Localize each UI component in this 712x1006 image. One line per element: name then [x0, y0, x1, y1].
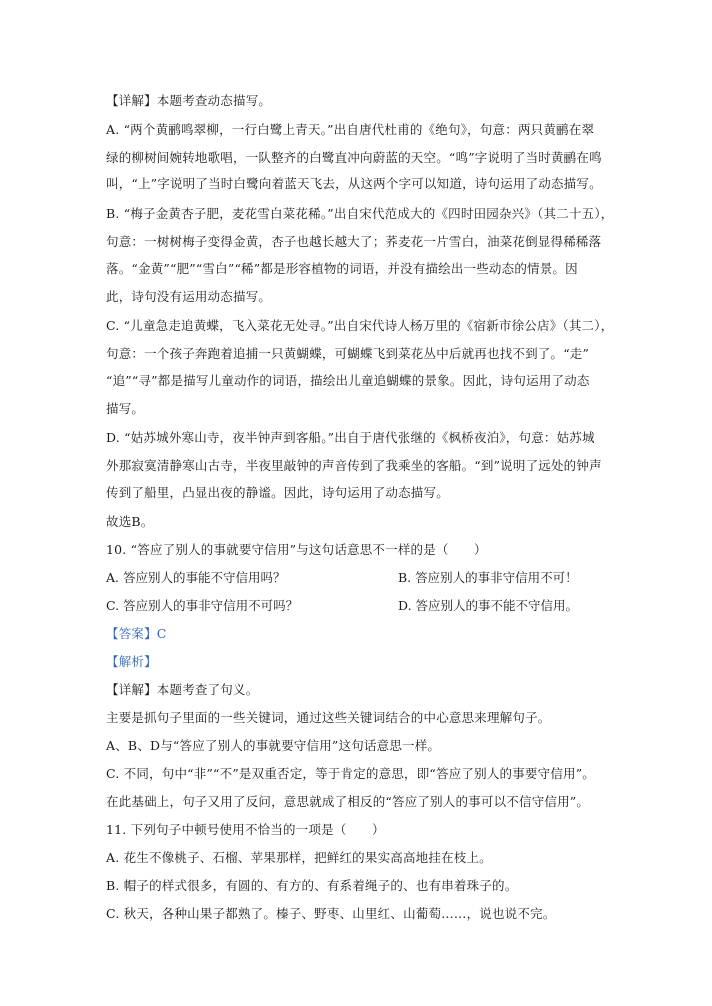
question-11-option-b: B. 帽子的样式很多，有圆的、有方的、有系着绳子的、也有串着珠子的。	[106, 878, 518, 893]
explanation-line: 句意：一树树梅子变得金黄，杏子也越长越大了；荞麦花一片雪白，油菜花倒显得稀稀落	[106, 234, 602, 249]
answer-label: 【答案】C	[106, 626, 167, 641]
explanation-line: 描写。	[106, 401, 145, 416]
explanation-line: C. “儿童急走追黄蝶，飞入菜花无处寻。”出自宋代诗人杨万里的《宿新市徐公店》（其二），	[106, 318, 614, 333]
explanation-line: 此，诗句没有运用动态描写。	[106, 289, 272, 304]
explanation-heading: 【详解】本题考查动态描写。	[106, 93, 272, 108]
explanation-line: 外那寂寞清静寒山古寺，半夜里敲钟的声音传到了我乘坐的客船。“到”说明了远处的钟声	[106, 458, 602, 473]
explanation-line: A. “两个黄鹂鸣翠柳，一行白鹭上青天。”出自唐代杜甫的《绝句》，句意：两只黄鹂在翠	[106, 122, 595, 137]
detail-line: 在此基础上，句子又用了反问，意思就成了相反的“答应了别人的事可以不信守信用”。	[106, 794, 590, 809]
question-10-option-c: C. 答应别人的事非守信用不可吗？	[106, 598, 299, 613]
question-10-option-a: A. 答应别人的事能不守信用吗？	[106, 570, 286, 585]
explanation-line: 故选B。	[106, 514, 154, 529]
explanation-line: “追”“寻”都是描写儿童动作的词语，描绘出儿童追蝴蝶的景象。因此，诗句运用了动态	[106, 373, 590, 388]
question-11-option-a: A. 花生不像桃子、石榴、苹果那样，把鲜红的果实高高地挂在枝上。	[106, 850, 492, 865]
question-11-option-c: C. 秋天，各种山果子都熟了。榛子、野枣、山里红、山葡萄……，说也说不完。	[106, 906, 556, 921]
detail-line: C. 不同，句中“非”“不”是双重否定，等于肯定的意思，即“答应了别人的事要守信用”。	[106, 766, 596, 781]
detail-line: 主要是抓句子里面的一些关键词，通过这些关键词结合的中心意思来理解句子。	[106, 710, 551, 725]
explanation-line: D. “姑苏城外寒山寺，夜半钟声到客船。”出自于唐代张继的《枫桥夜泊》，句意：姑苏城	[106, 430, 595, 445]
analysis-label: 【解析】	[106, 654, 157, 669]
detail-line: 【详解】本题考查了句义。	[106, 682, 259, 697]
explanation-line: 绿的柳树间婉转地歌唱，一队整齐的白鹭直冲向蔚蓝的天空。“鸣”字说明了当时黄鹂在鸣	[106, 150, 602, 165]
question-10-stem: 10. “答应了别人的事就要守信用”与这句话意思不一样的是（ ）	[106, 542, 487, 557]
detail-line: A、B、D与“答应了别人的事就要守信用”这句话意思一样。	[106, 738, 441, 753]
explanation-line: B. “梅子金黄杏子肥，麦花雪白菜花稀。”出自宋代范成大的《四时田园杂兴》（其二十五），	[106, 206, 614, 221]
question-10-option-d: D. 答应别人的事不能不守信用。	[398, 598, 579, 613]
explanation-line: 句意：一个孩子奔跑着追捕一只黄蝴蝶，可蝴蝶飞到菜花丛中后就再也找不到了。“走”	[106, 346, 590, 361]
explanation-line: 落。“金黄”“肥”“雪白”“稀”都是形容植物的词语，并没有描绘出一些动态的情景。因	[106, 261, 578, 276]
question-11-stem: 11. 下列句子中顿号使用不恰当的一项是（ ）	[106, 822, 385, 837]
explanation-line: 叫，“上”字说明了当时白鹭向着蓝天飞去，从这两个字可以知道，诗句运用了动态描写。	[106, 176, 602, 191]
explanation-line: 传到了船里，凸显出夜的静谧。因此，诗句运用了动态描写。	[106, 485, 449, 500]
question-10-option-b: B. 答应别人的事非守信用不可！	[398, 570, 578, 585]
